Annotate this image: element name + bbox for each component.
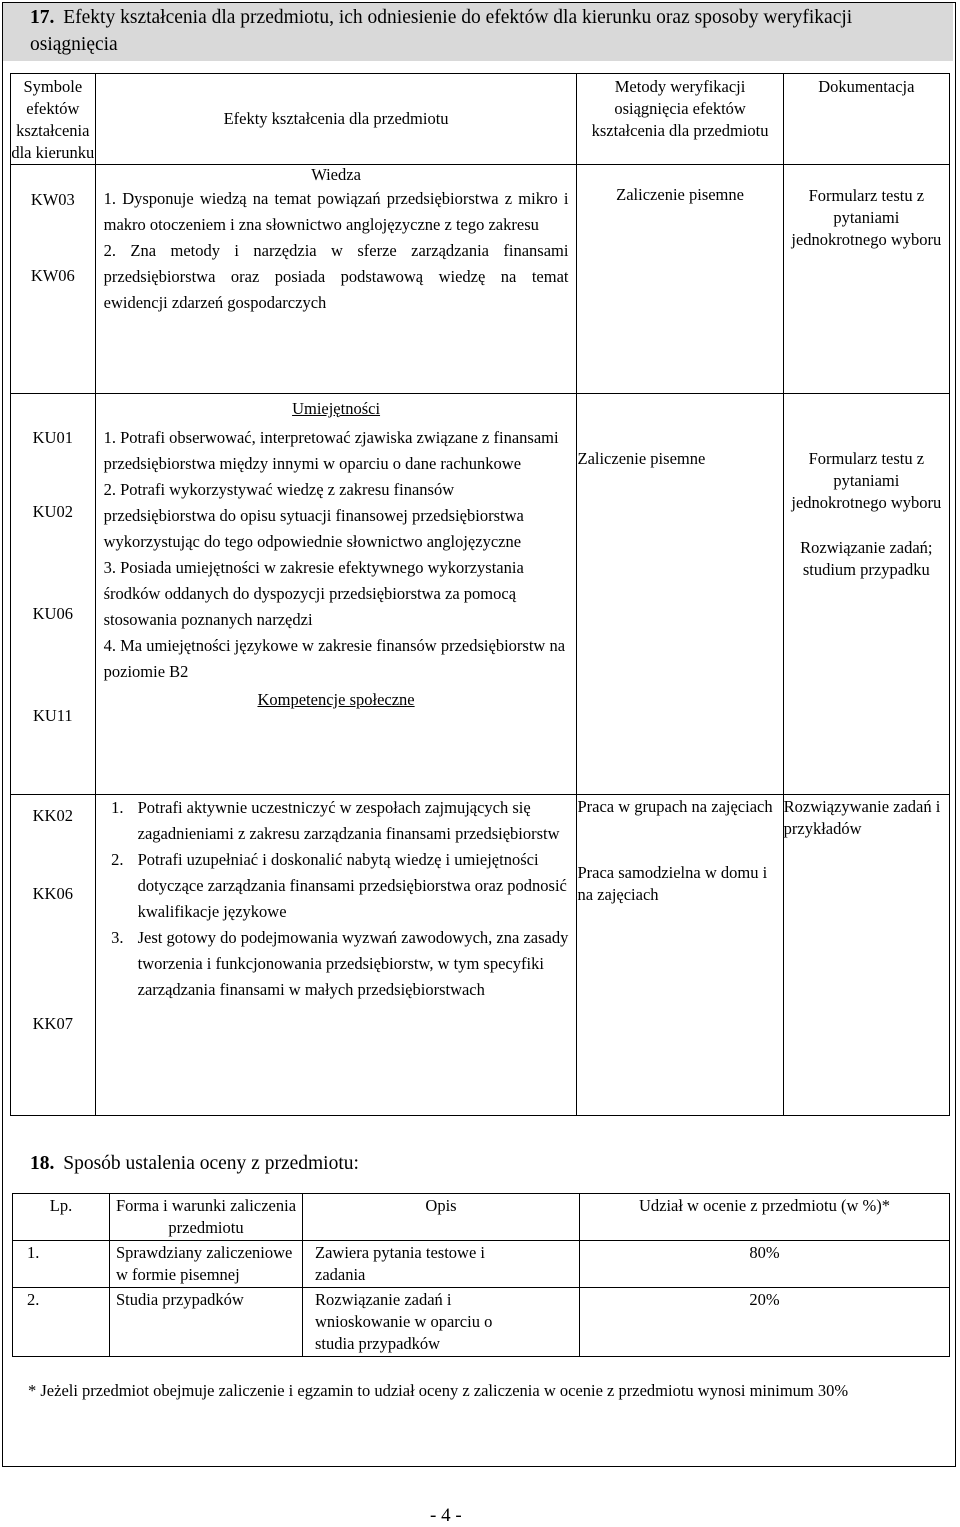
symbol: KU01 [32,428,73,447]
umiejetnosci-method [577,394,783,795]
footnote: * Jeżeli przedmiot obejmuje zaliczenie i egzamin to udział oceny z zaliczenia w ocenie z przedmiotu wynosi minimum 30% [28,1381,849,1400]
row-kompetencje [11,795,950,1116]
symbol: KW06 [30,266,75,285]
col-forma: Forma i warunki zaliczenia przedmiotu [110,1194,303,1241]
symbol: KK06 [32,884,73,903]
method-text: Zaliczenie pisemne [577,449,706,468]
method-text: Zaliczenie pisemne [616,185,744,204]
wiedza-item-2: 2. Zna metody i narzędzia w sferze zarządzania finansami przedsiębiorstwa oraz posiada podstawową wiedzę na temat ewidencji zdarzeń gospodarczych [103,241,569,312]
header-symbols: Symbole efektów kształcenia dla kierunku [11,74,96,165]
grading-table [12,1193,950,1357]
section-17-title [30,4,930,58]
cell: Rozwiązanie zadań i wnioskowanie w oparciu o studia przypadków [303,1288,580,1357]
symbol: KU06 [32,604,73,623]
wiedza-item-1: 1. Dysponuje wiedzą na temat powiązań przedsiębiorstwa z mikro i makro otoczeniem i zna słownictwo anglojęzyczne z tego zakresu [103,189,569,234]
kompetencje-item: 2. Potrafi uzupełniać i doskonalić nabytą wiedzę i umiejętności dotyczące zarządzania finansami przedsiębiorstwa oraz podnosić kwalifikacje językowe [128,847,577,925]
table-row [13,1241,950,1288]
symbol: KK02 [32,806,73,825]
kompetencje-list [96,795,577,1003]
header-methods: Metody weryfikacji osiągnięcia efektów kształcenia dla przedmiotu [577,74,783,165]
kompetencje-method [577,795,783,1116]
symbol: KW03 [30,190,75,209]
doc-text: Rozwiązywanie zadań i przykładów [783,797,941,838]
symbol: KK07 [32,1014,73,1033]
col-opis: Opis [303,1194,580,1241]
cell: Zawiera pytania testowe i zadania [303,1241,580,1288]
section-title-text: Efekty kształcenia dla przedmiotu, ich odniesienie do efektów dla kierunku oraz sposoby weryfikacji osiągnięcia [30,7,853,55]
wiedza-method [577,165,783,394]
kompetencje-label: Kompetencje społeczne [257,690,415,709]
col-udzial: Udział w ocenie z przedmiotu (w %)* [580,1194,950,1241]
doc-text: Formularz testu z pytaniami jednokrotnego wyboru [791,449,942,512]
method-text: Praca samodzielna w domu i na zajęciach [577,863,768,904]
symbol: KU02 [32,502,73,521]
cell: 20% [580,1288,950,1357]
grading-header-row [13,1194,950,1241]
kompetencje-symbols [11,795,96,1116]
kompetencje-item: 3. Jest gotowy do podejmowania wyzwań zawodowych, zna zasady tworzenia i funkcjonowania przedsiębiorstw, w tym specyfiki zarządzania finansami w małych przedsiębiorstwach [128,925,577,1003]
kompetencje-item: 1. Potrafi aktywnie uczestniczyć w zespołach zajmujących się zagadnieniami z zakresu zarządzania finansami przedsiębiorstw [128,795,577,847]
section-title-text: Sposób ustalenia oceny z przedmiotu: [63,1153,359,1174]
kompetencje-effects [95,795,577,1116]
cell: 80% [580,1241,950,1288]
kompetencje-doc [783,795,949,1116]
cell: 1. [13,1241,110,1288]
wiedza-doc [783,165,949,394]
umiejetnosci-item-4: 4. Ma umiejętności językowe w zakresie finansów przedsiębiorstw na poziomie B2 [103,636,566,681]
doc-text: Formularz testu z pytaniami jednokrotnego wyboru [791,186,942,249]
umiejetnosci-item-1: 1. Potrafi obserwować, interpretować zjawiska związane z finansami przedsiębiorstwa między innymi w oparciu o dane rachunkowe [103,428,559,473]
page-number: - 4 - [430,1505,462,1526]
cell: Sprawdziany zaliczeniowe w formie pisemnej [110,1241,303,1288]
doc-text: Rozwiązanie zadań; studium przypadku [800,538,933,579]
umiejetnosci-item-2: 2. Potrafi wykorzystywać wiedzę z zakresu finansów przedsiębiorstwa do opisu sytuacji finansowej przedsiębiorstwa wykorzystując do tego odpowiednie słownictwo anglojęzyczne [103,480,524,551]
effects-table [10,73,950,1116]
cell: 2. [13,1288,110,1357]
wiedza-effects [95,165,577,394]
umiejetnosci-item-3: 3. Posiada umiejętności w zakresie efektywnego wykorzystania środków oddanych do dyspozycji przedsiębiorstwa za pomocą stosowania poznanych narzędzi [103,558,524,629]
cell: Studia przypadków [110,1288,303,1357]
header-docs: Dokumentacja [783,74,949,165]
table-row [13,1288,950,1357]
umiejetnosci-symbols [11,394,96,795]
method-text: Praca w grupach na zajęciach [577,797,773,816]
col-lp: Lp. [13,1194,110,1241]
symbol: KU11 [32,706,73,725]
umiejetnosci-doc [783,394,949,795]
umiejetnosci-label: Umiejętności [292,399,381,418]
wiedza-symbols [11,165,96,394]
row-wiedza [11,165,950,394]
header-effects: Efekty kształcenia dla przedmiotu [95,74,577,165]
table-header-row [11,74,950,165]
row-umiejetnosci [11,394,950,795]
section-number: 17. [30,7,55,28]
section-number: 18. [30,1153,55,1174]
section-18-title [30,1153,359,1175]
wiedza-label: Wiedza [311,165,361,184]
umiejetnosci-effects [95,394,577,795]
